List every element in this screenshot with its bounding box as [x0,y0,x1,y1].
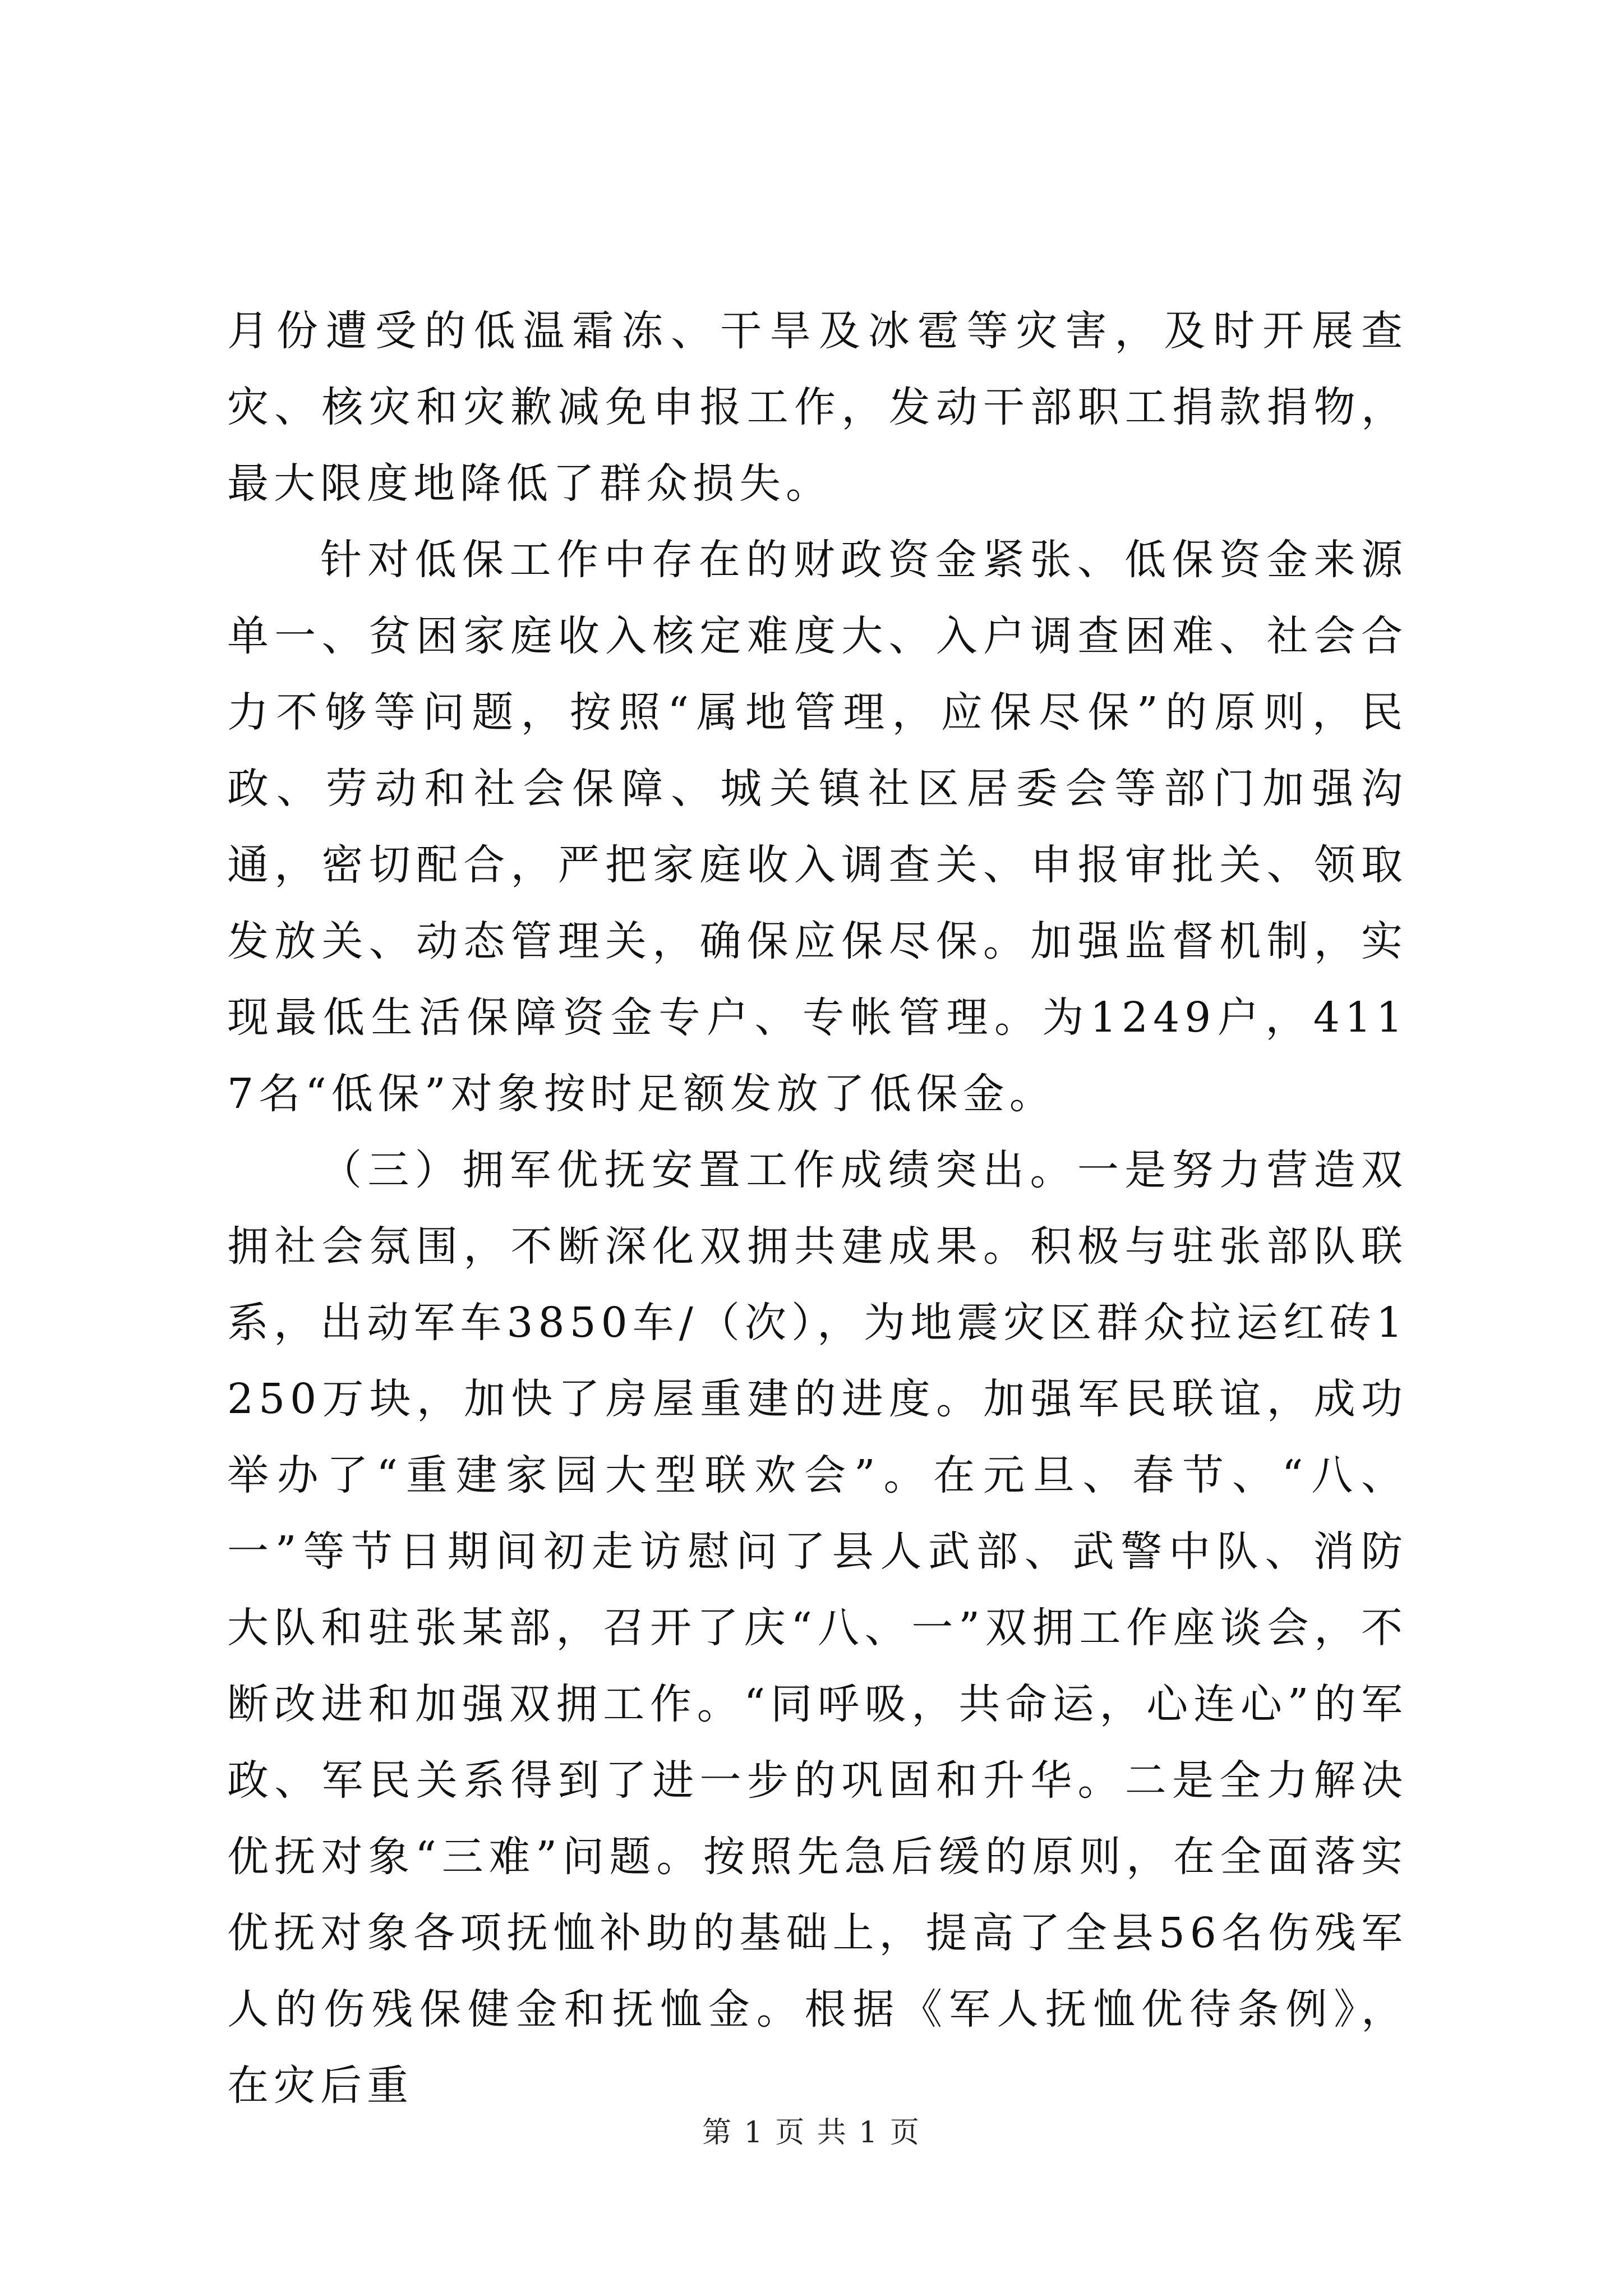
paragraph-3: （三）拥军优抚安置工作成绩突出。一是努力营造双拥社会氛围，不断深化双拥共建成果。积极与驻张部队联系，出动军车3850车/（次），为地震灾区群众拉运红砖1250万块，加快了房屋重建的进度。加强军民联谊，成功举办了“重建家园大型联欢会”。在元旦、春节、“八、一”等节日期间初走访慰问了县人武部、武警中队、消防大队和驻张某部，召开了庆“八、一”双拥工作座谈会，不断改进和加强双拥工作。“同呼吸，共命运，心连心”的军政、军民关系得到了进一步的巩固和升华。二是全力解决优抚对象“三难”问题。按照先急后缓的原则，在全面落实优抚对象各项抚恤补助的基础上，提高了全县56名伤残军人的伤残保健金和抚恤金。根据《军人抚恤优待条例》，在灾后重 [227,1146,1408,2110]
page-footer: 第 1 页 共 1 页 [702,2116,921,2150]
paragraph-2: 针对低保工作中存在的财政资金紧张、低保资金来源单一、贫困家庭收入核定难度大、入户调查困难、社会合力不够等问题，按照“属地管理，应保尽保”的原则，民政、劳动和社会保障、城关镇社区居委会等部门加强沟通，密切配合，严把家庭收入调查关、申报审批关、领取发放关、动态管理关，确保应保尽保。加强监督机制，实现最低生活保障资金专户、专帐管理。为1249户，4117名“低保”对象按时足额发放了低保金。 [227,536,1408,1118]
paragraph-1: 月份遭受的低温霜冻、干旱及冰雹等灾害，及时开展查灾、核灾和灾歉减免申报工作，发动干部职工捐款捐物，最大限度地降低了群众损失。 [227,307,1408,508]
document-body [227,293,1408,2124]
